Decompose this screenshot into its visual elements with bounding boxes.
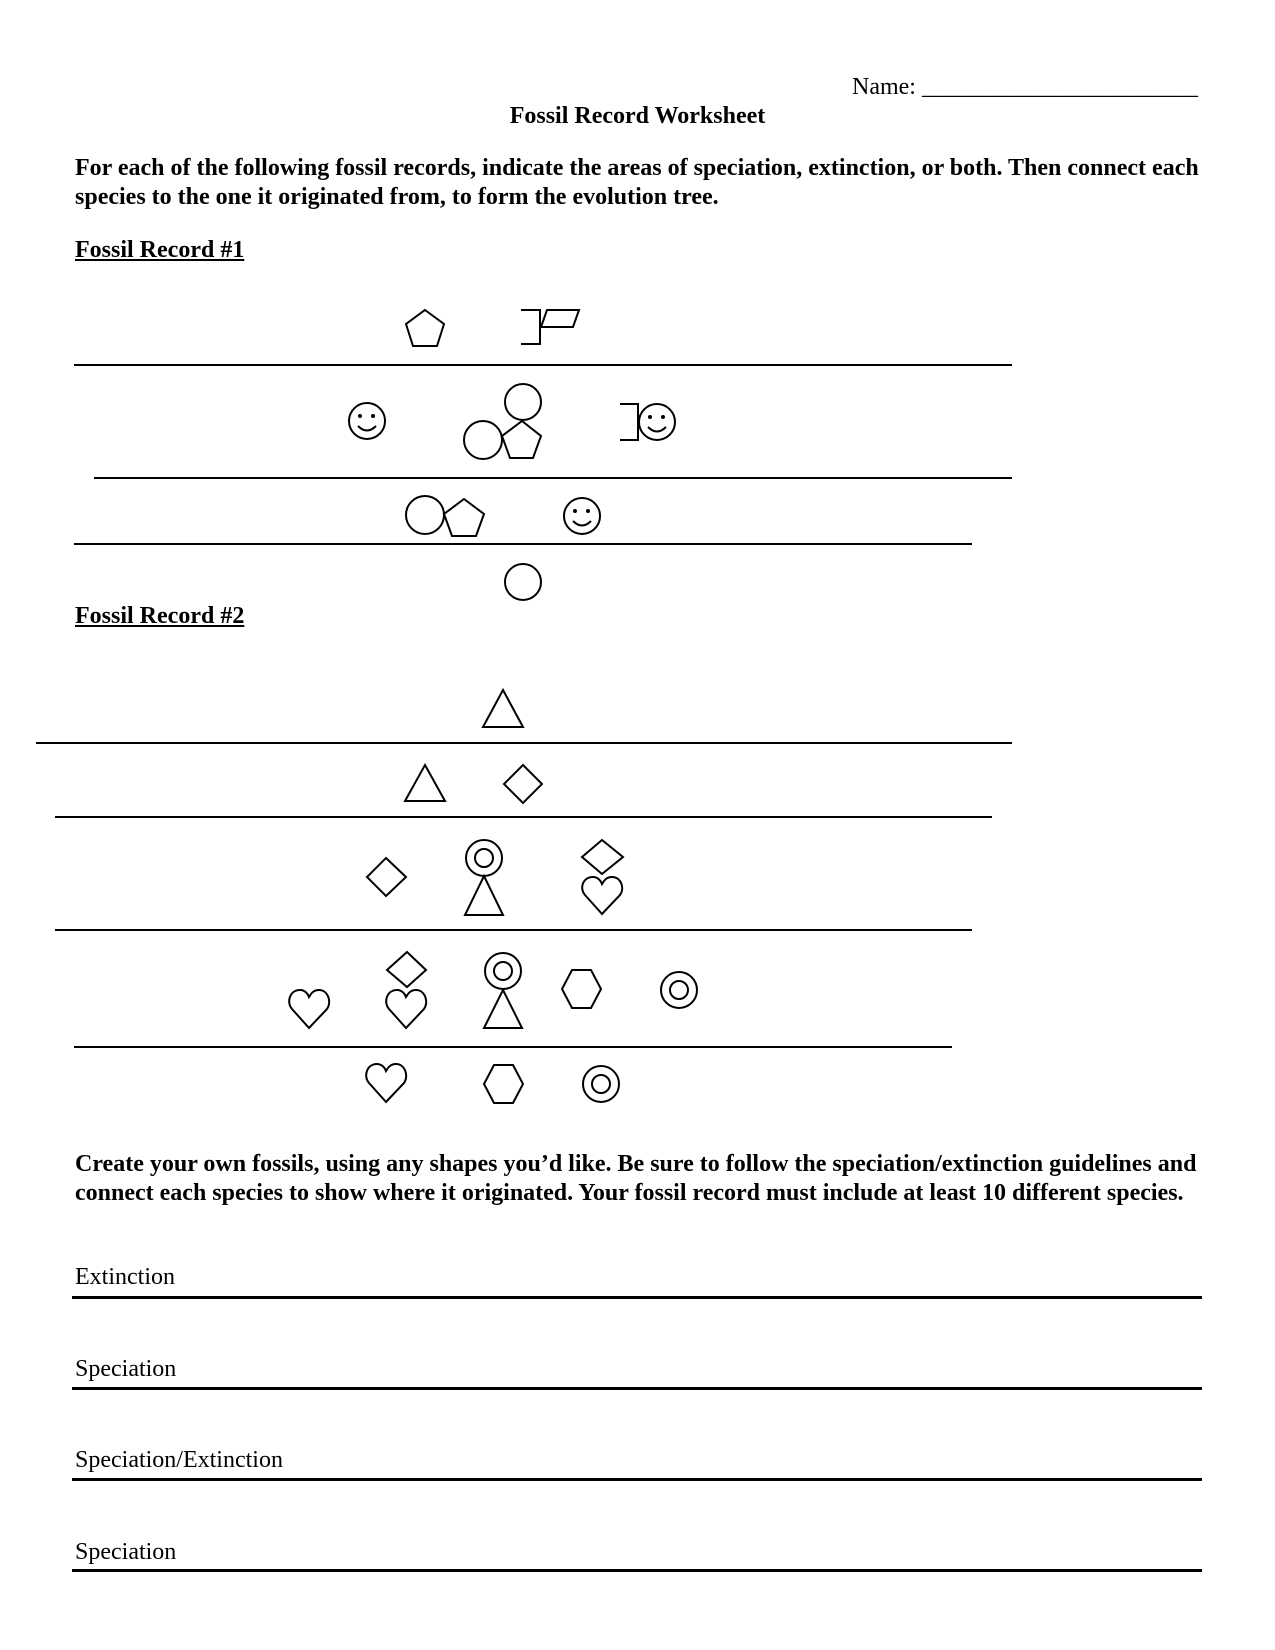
pentagon-icon [406,310,444,346]
hexagon-icon [562,970,601,1008]
create-line-2 [72,1387,1202,1390]
ring-over-triangle-icon [484,953,522,1028]
triangle-icon [405,765,445,801]
circle-icon [505,564,541,600]
smiley-face-icon [564,498,600,534]
diamond-icon [367,858,406,896]
create-instructions: Create your own fossils, using any shapes you’d like. Be sure to follow the speciation/extinction guidelines and connect each species to show where it originated. Your fossil record must include at least 10 different species. [75,1151,1197,1206]
heart-icon [289,990,329,1028]
circle-over-circle-pentagon-icon [464,384,541,459]
ring-icon [583,1066,619,1102]
create-line-1 [72,1296,1202,1299]
hexagon-icon [484,1065,523,1103]
fossil-record-2-heading: Fossil Record #2 [75,603,245,629]
record2-layer-line-1 [36,742,1012,744]
record2-layer-line-2 [55,816,992,818]
fossil-record-1-heading: Fossil Record #1 [75,237,245,263]
diamond-over-heart-icon [582,840,623,914]
level-label-speciation-extinction: Speciation/Extinction [75,1447,283,1473]
level-label-extinction: Extinction [75,1264,175,1290]
create-line-4 [72,1569,1202,1572]
bracket-flag-icon [521,310,579,344]
level-label-speciation-2: Speciation [75,1539,177,1565]
name-blank[interactable]: _______________________ [921,74,1198,100]
create-line-3 [72,1478,1202,1481]
record2-layer-line-4 [74,1046,952,1048]
ring-over-triangle-icon [465,840,503,915]
ring-icon [661,972,697,1008]
triangle-icon [483,690,523,727]
bracket-smiley-face-icon [620,404,675,440]
diamond-over-heart-icon [386,952,426,1028]
name-label: Name: [852,74,916,100]
level-label-speciation: Speciation [75,1356,177,1382]
record2-layer-line-3 [55,929,972,931]
diamond-icon [504,765,542,803]
instructions: For each of the following fossil records, indicate the areas of speciation, extinction, or both. Then connect each species to the one it originated from, to form the evolution tree. [75,155,1199,210]
heart-icon [366,1064,406,1102]
circle-pentagon-icon [406,496,484,536]
worksheet-title: Fossil Record Worksheet [509,103,766,129]
smiley-face-icon [349,403,385,439]
